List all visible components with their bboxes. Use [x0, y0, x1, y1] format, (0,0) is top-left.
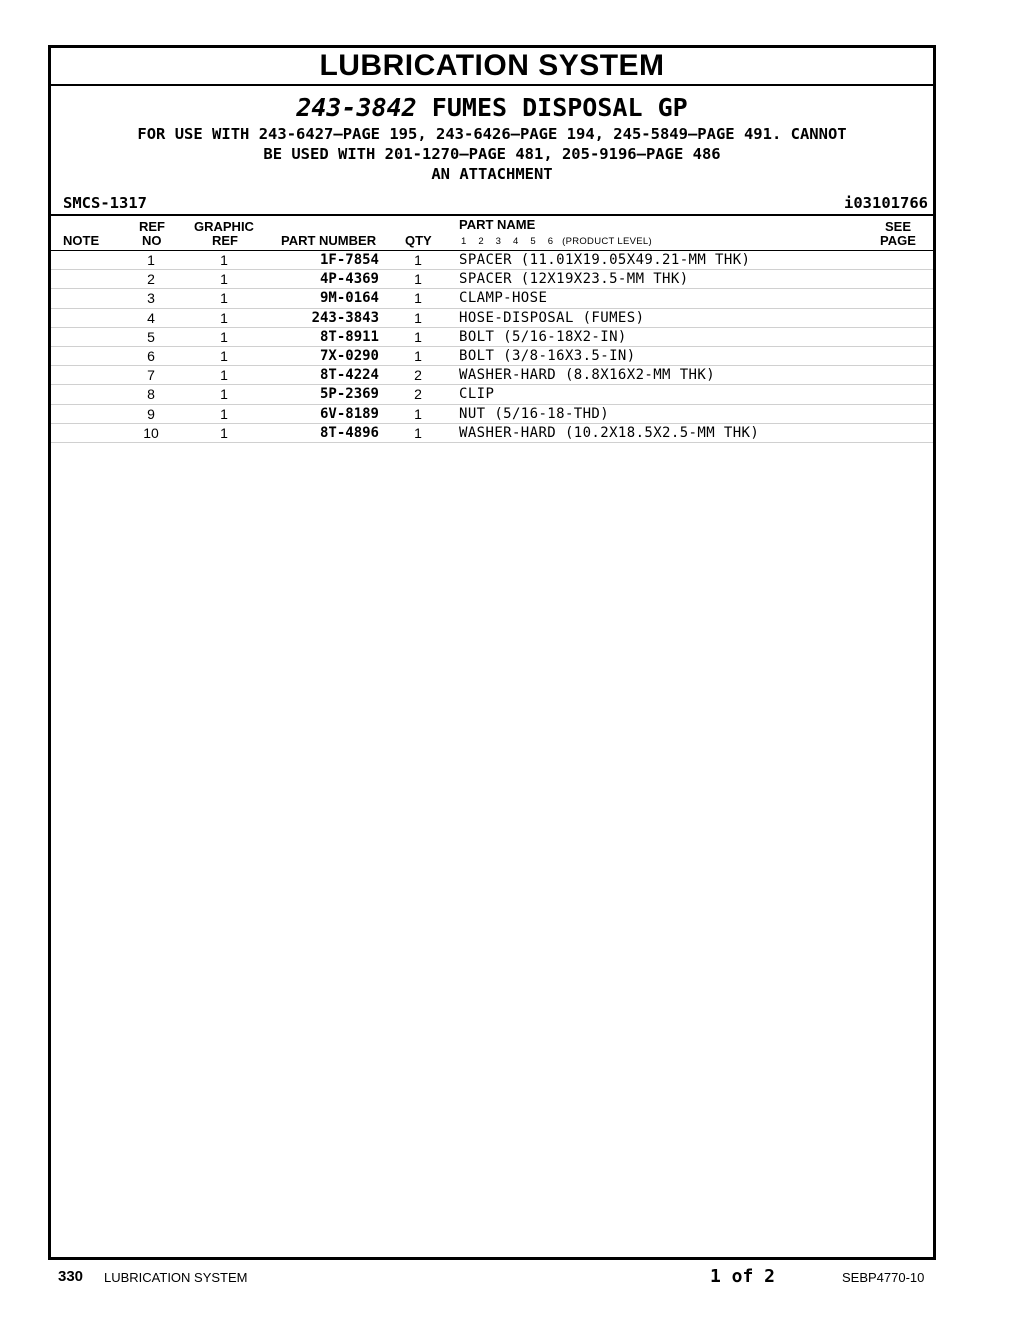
qty: 1 — [414, 252, 422, 268]
part-name: BOLT (5/16-18X2-IN) — [459, 328, 627, 345]
header-part-name: PART NAME — [459, 217, 536, 232]
table-row — [51, 251, 933, 270]
part-name: BOLT (3/8-16X3.5-IN) — [459, 347, 636, 364]
part-number: 5P-2369 — [319, 386, 379, 403]
graphic-ref: 1 — [220, 290, 228, 307]
part-name: HOSE-DISPOSAL (FUMES) — [459, 309, 645, 326]
ref-no: 7 — [147, 367, 155, 384]
qty: 1 — [414, 309, 422, 326]
sheet-count: 1 of 2 — [710, 1266, 776, 1287]
usage-line: BE USED WITH 201-1270—PAGE 481, 205-9196—PAGE 486 — [263, 145, 721, 163]
header-ref-bottom: NO — [142, 233, 162, 248]
page-footer — [0, 1266, 1020, 1288]
header-graphic-bottom: REF — [212, 233, 238, 248]
part-number: 6V-8189 — [319, 405, 379, 422]
part-name: CLAMP-HOSE — [459, 290, 548, 307]
part-number: 7X-0290 — [319, 347, 379, 364]
header-product-levels: 1 2 3 4 5 6 (PRODUCT LEVEL) — [461, 236, 652, 247]
ref-no: 6 — [147, 347, 155, 364]
table-row — [51, 328, 933, 347]
part-name: SPACER (11.01X19.05X49.21-MM THK) — [459, 252, 751, 268]
graphic-ref: 1 — [220, 386, 228, 403]
illustration-id: i03101766 — [844, 194, 928, 212]
page-number: 330 — [58, 1268, 84, 1285]
part-number: 9M-0164 — [319, 290, 379, 307]
part-name: NUT (5/16-18-THD) — [459, 405, 610, 422]
qty: 1 — [414, 405, 422, 422]
usage-line: FOR USE WITH 243-6427—PAGE 195, 243-6426—PAGE 194, 245-5849—PAGE 491. CANNOT — [137, 125, 847, 143]
graphic-ref: 1 — [220, 347, 228, 364]
table-row — [51, 270, 933, 289]
part-name: WASHER-HARD (10.2X18.5X2.5-MM THK) — [459, 424, 760, 441]
qty: 1 — [414, 290, 422, 307]
part-number: 4P-4369 — [319, 271, 379, 288]
header-qty: QTY — [405, 233, 432, 248]
group-number: 243-3842 — [296, 93, 417, 122]
header-ref-top: REF — [139, 219, 165, 234]
parts-table-body — [51, 251, 933, 443]
part-number: 243-3843 — [311, 309, 379, 326]
part-number: 8T-8911 — [319, 328, 379, 345]
ref-no: 3 — [147, 290, 155, 307]
table-row — [51, 347, 933, 366]
ref-no: 1 — [147, 252, 155, 268]
parts-page-frame — [48, 45, 936, 1260]
qty: 2 — [414, 386, 422, 403]
table-row — [51, 405, 933, 424]
graphic-ref: 1 — [220, 405, 228, 422]
qty: 1 — [414, 347, 422, 364]
smcs-code: SMCS-1317 — [63, 194, 147, 212]
table-row — [51, 366, 933, 385]
graphic-ref: 1 — [220, 328, 228, 345]
graphic-ref: 1 — [220, 309, 228, 326]
header-see-top: SEE — [885, 219, 912, 234]
section-title: LUBRICATION SYSTEM — [51, 48, 933, 86]
part-number: 8T-4224 — [319, 367, 379, 384]
graphic-ref: 1 — [220, 367, 228, 384]
ref-no: 4 — [147, 309, 155, 326]
qty: 2 — [414, 367, 422, 384]
usage-line: AN ATTACHMENT — [431, 165, 553, 183]
graphic-ref: 1 — [220, 252, 228, 268]
table-row — [51, 289, 933, 308]
parts-table-header — [51, 214, 933, 251]
qty: 1 — [414, 271, 422, 288]
graphic-ref: 1 — [220, 424, 228, 441]
footer-section: LUBRICATION SYSTEM — [104, 1270, 248, 1285]
qty: 1 — [414, 424, 422, 441]
group-name: FUMES DISPOSAL GP — [431, 93, 688, 122]
header-see-bottom: PAGE — [880, 233, 916, 248]
document-number: SEBP4770-10 — [842, 1270, 925, 1285]
ref-no: 2 — [147, 271, 155, 288]
table-row — [51, 424, 933, 443]
ref-no: 10 — [143, 424, 159, 441]
part-number: 1F-7854 — [319, 252, 379, 268]
part-number: 8T-4896 — [319, 424, 379, 441]
part-name: WASHER-HARD (8.8X16X2-MM THK) — [459, 367, 716, 384]
usage-notes — [51, 124, 933, 184]
header-part-number: PART NUMBER — [281, 233, 377, 248]
table-row — [51, 309, 933, 328]
header-note: NOTE — [63, 233, 100, 248]
ref-no: 8 — [147, 386, 155, 403]
part-name: SPACER (12X19X23.5-MM THK) — [459, 271, 689, 288]
ref-no: 9 — [147, 405, 155, 422]
part-name: CLIP — [459, 386, 495, 403]
table-row — [51, 385, 933, 404]
graphic-ref: 1 — [220, 271, 228, 288]
meta-row — [51, 192, 933, 214]
header-graphic-top: GRAPHIC — [194, 219, 254, 234]
group-title — [51, 94, 933, 122]
ref-no: 5 — [147, 328, 155, 345]
qty: 1 — [414, 328, 422, 345]
